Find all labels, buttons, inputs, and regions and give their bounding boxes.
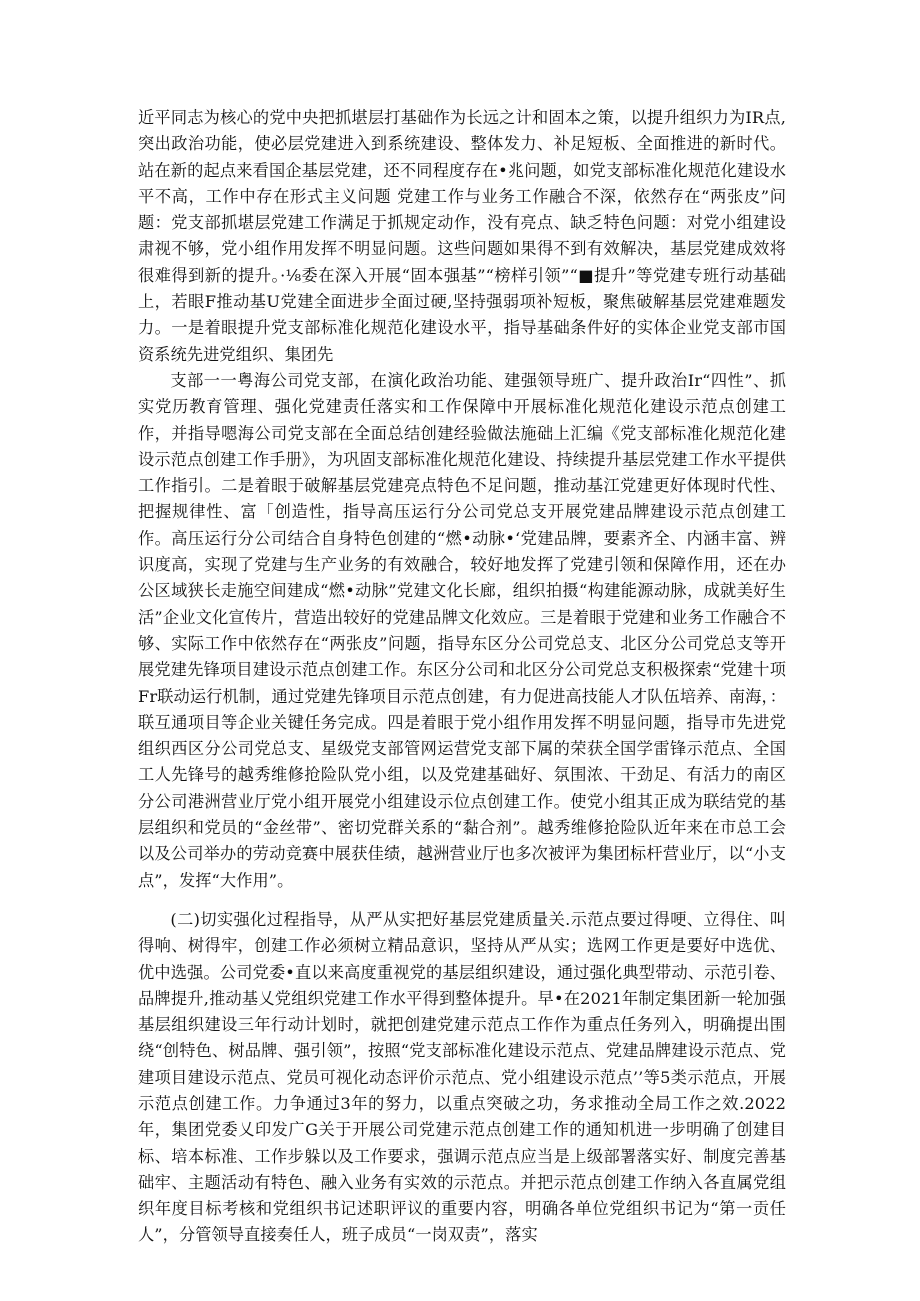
document-page	[138, 105, 786, 1249]
paragraph-1: 近平同志为核心的党中央把抓堪层打基础作为长远之计和固本之策，以提升组织力为IR点,突出政治功能，使必层党建进入到系统建设、整体发力、补足短板、全面推进的新时代。站在新的起点来看国企基层党建，还不同程度存在•兆问题，如党支部标准化规范化建设水平不高，工作中存在形式主义问题 党建工作与业务工作融合不深，依然存在“两张皮”问题：党支部抓堪层党建工作满足于抓规定动作，没有亮点、缺乏特色问题：对党小组建设肃视不够，党小组作用发挥不明显问题。这些问题如果得不到有效解决，基层党建成效将很难得到新的提升。·⅛委在深入开展“固本强基”“榜样引领”“■提升”等党建专班行动基础上，若眼F推动基U党建全面进步全面过硬,坚持强弱项补短板，聚焦破解基层党建难题发力。一是着眼提升党支部标准化规范化建设水平，指导基础条件好的实体企业党支部市国资系统先进党组织、集团先	[138, 108, 786, 364]
paragraph-2: 支部一一粤海公司党支部，在演化政治功能、建强领导班广、提升政治Ir“四性”、抓实党历教育管理、强化党建责任落实和工作保障中开展标准化规范化建设示范点创建工作，并指导嗯海公司党支部在全面总结创建经验做法施础上汇编《党支部标准化规范化建设示范点创建工作手册》，为巩固支部标准化规范化建设、持续提升基层党建工作水平提供工作指引。二是着眼于破解基层党建亮点特色不足问题，推动基江党建更好体现时代性、把握规律性、富「创造性，指导高压运行分公司党总支开展党建品牌建设示范点创建工作。高压运行分公司结合自身特色创建的“燃•动脉•‘党建品牌，要素齐全、内涵丰富、辨识度高，实现了党建与生产业务的有效融合，较好地发挥了党建引领和保障作用，还在办公区域狭长走施空间建成“燃•动脉”党建文化长廊，组织拍摄“构建能源动脉，成就美好生活”企业文化宣传片，营造出较好的党建品牌文化效应。三是着眼于党建和业务工作融合不够、实际工作中依然存在“两张皮”问题，指导东区分公司党总支、北区分公司党总支等开展党建先锋项目建设示范点创建工作。东区分公司和北区分公司党总支积极探索“党建十项Fr联动运行机制，通过党建先锋项目示范点创建，有力促进高技能人才队伍培养、南海，：联互通项目等企业关键任务完成。四是着眼于党小组作用发挥不明显问题，指导市先进党组织西区分公司党总支、星级党支部管网运营党支部下属的荣获全国学雷锋示范点、全国工人先锋号的越秀维修抢险队党小组，以及党建基础好、氛围浓、干劲足、有活力的南区分公司港洲营业厅党小组开展党小组建设示位点创建工作。使党小组其正成为联结党的基层组织和党员的“金丝带”、密切党群关系的“黏合剂”。越秀维修抢险队近年来在市总工会以及公司举办的劳动竞赛中展获佳绩，越洲营业厅也多次被评为集团标杆营业厅，以“小支点”，发挥“大作用”。	[138, 370, 786, 890]
paragraph-3: (二)切实强化过程指导，从严从实把好基层党建质量关.示范点要过得哽、立得住、叫得响、树得牢，创建工作必须树立精品意识，坚持从严从实；选网工作更是要好中选优、优中选强。公司党委•直以来高度重视党的基层组织建设，通过强化典型带动、示范引卷、品牌提升,推动基乂党组织党建工作水平得到整体提升。早•在2021年制定集团新一轮加强基层组织建设三年行动计划时，就把创建党建示范点工作作为重点任务列入，明确提出围绕“创特色、树品牌、强引领”，按照“党支部标准化建设示范点、党建品牌建设示范点、党建项目建设示范点、党员可视化动态评价示范点、党小组建设示范点’’等5类示范点，开展示范点创建工作。力争通过3年的努力，以重点突破之功，务求推动全局工作之效.2022年，集团党委乂印发广G关于开展公司党建示范点创建工作的通知机进一步明确了创建目标、培本标准、工作步躲以及工作要求，强调示范点应当是上级部署落实好、制度完善基础牢、主题活动有特色、融入业务有实效的示范点。并把示范点创建工作纳入各直属党组织年度目标考核和党组织书记述职评议的重要内容，明确各单位党组织书记为“第一贡任人”，分管领导直接奏任人，班子成员“一岗双责”，落实	[138, 909, 786, 1245]
